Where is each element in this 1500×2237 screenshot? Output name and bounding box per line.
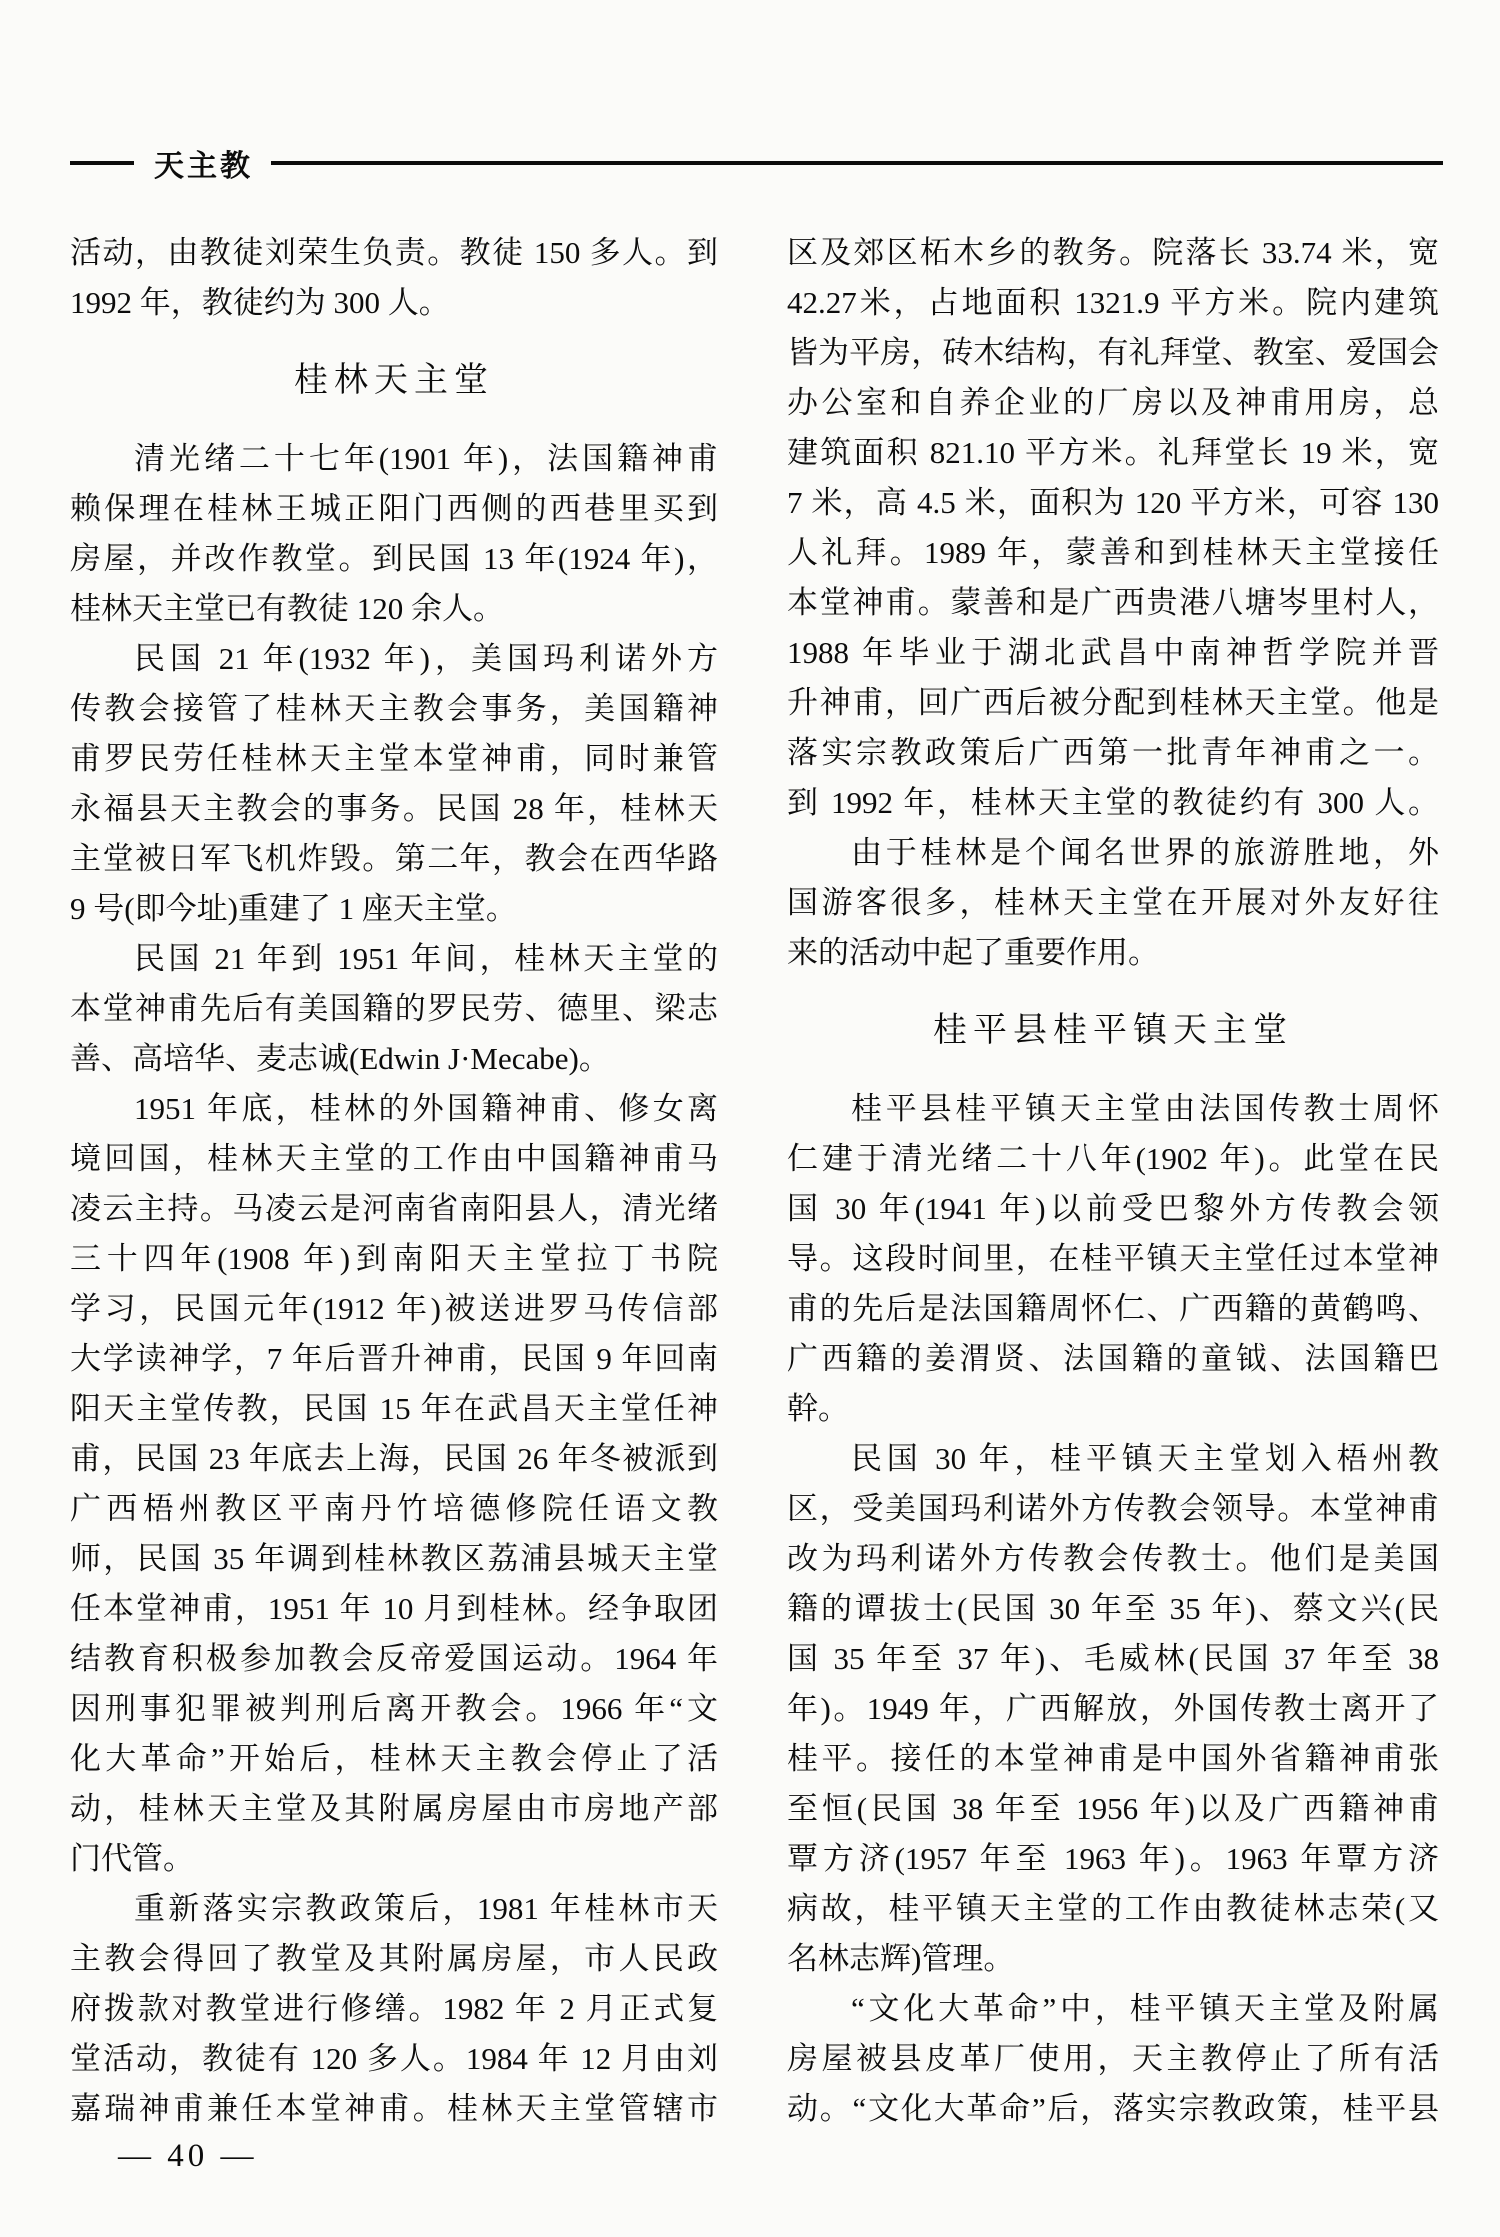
text-line: 改为玛利诺外方传教会传教士。他们是美国 xyxy=(787,1541,1439,1576)
text-line: 年)。1949 年，广西解放，外国传教士离开了 xyxy=(787,1691,1439,1726)
text-line: 传教会接管了桂林天主教会事务，美国籍神 xyxy=(70,691,718,726)
page-number: — 40 — xyxy=(118,2138,258,2174)
text-line: 民国 30 年，桂平镇天主堂划入梧州教 xyxy=(851,1441,1439,1476)
text-line: 至恒(民国 38 年至 1956 年)以及广西籍神甫 xyxy=(787,1791,1439,1826)
text-line: 广西籍的姜渭贤、法国籍的童钺、法国籍巴 xyxy=(787,1341,1439,1376)
text-line: 堂活动，教徒有 120 多人。1984 年 12 月由刘 xyxy=(70,2041,718,2076)
text-line: 升神甫，回广西后被分配到桂林天主堂。他是 xyxy=(787,685,1439,720)
text-line: 国 35 年至 37 年)、毛威林(民国 37 年至 38 xyxy=(787,1641,1439,1676)
text-line: 1988 年毕业于湖北武昌中南神哲学院并晋 xyxy=(787,635,1439,670)
section-heading: 桂平县桂平镇天主堂 xyxy=(933,1012,1293,1049)
header-rule-left xyxy=(70,161,134,165)
text-line: 房屋被县皮革厂使用，天主教停止了所有活 xyxy=(787,2041,1439,2076)
right-text-column xyxy=(787,228,1439,2134)
text-line: 人礼拜。1989 年，蒙善和到桂林天主堂接任 xyxy=(787,535,1439,570)
text-line: 师，民国 35 年调到桂林教区荔浦县城天主堂 xyxy=(70,1541,718,1576)
text-line: 国 30 年(1941 年)以前受巴黎外方传教会领 xyxy=(787,1191,1439,1226)
text-line: 因刑事犯罪被判刑后离开教会。1966 年“文 xyxy=(70,1691,718,1726)
text-line: 甫，民国 23 年底去上海，民国 26 年冬被派到 xyxy=(70,1441,718,1476)
text-line: 民国 21 年到 1951 年间，桂林天主堂的 xyxy=(134,941,718,976)
text-line: 皆为平房，砖木结构，有礼拜堂、教室、爱国会 xyxy=(787,335,1439,370)
text-line: 结教育积极参加教会反帝爱国运动。1964 年 xyxy=(70,1641,718,1676)
text-line: 籍的谭拔士(民国 30 年至 35 年)、蔡文兴(民 xyxy=(787,1591,1439,1626)
text-line: 桂平。接任的本堂神甫是中国外省籍神甫张 xyxy=(787,1741,1439,1776)
text-line: 永福县天主教会的事务。民国 28 年，桂林天 xyxy=(70,791,718,826)
left-text-column xyxy=(70,228,718,2134)
text-line: 9 号(即今址)重建了 1 座天主堂。 xyxy=(70,891,517,926)
text-line: 主教会得回了教堂及其附属房屋，市人民政 xyxy=(70,1941,718,1976)
text-line: 善、高培华、麦志诚(Edwin J·Mecabe)。 xyxy=(70,1041,610,1076)
text-line: “文化大革命”中，桂平镇天主堂及附属 xyxy=(851,1991,1439,2026)
text-line: 学习，民国元年(1912 年)被送进罗马传信部 xyxy=(70,1291,718,1326)
text-line: 重新落实宗教政策后，1981 年桂林市天 xyxy=(134,1891,718,1926)
text-line: 来的活动中起了重要作用。 xyxy=(787,935,1159,970)
text-line: 42.27米，占地面积 1321.9 平方米。院内建筑 xyxy=(787,285,1439,320)
text-line: 清光绪二十七年(1901 年)，法国籍神甫 xyxy=(134,441,718,476)
text-line: 任本堂神甫，1951 年 10 月到桂林。经争取团 xyxy=(70,1591,718,1626)
text-line: 活动，由教徒刘荣生负责。教徒 150 多人。到 xyxy=(70,235,718,270)
section-heading: 桂林天主堂 xyxy=(294,362,494,399)
text-line: 房屋，并改作教堂。到民国 13 年(1924 年)， xyxy=(70,541,718,576)
text-line: 广西梧州教区平南丹竹培德修院任语文教 xyxy=(70,1491,718,1526)
text-line: 名林志辉)管理。 xyxy=(787,1941,1015,1976)
text-line: 病故，桂平镇天主堂的工作由教徒林志荣(又 xyxy=(787,1891,1439,1926)
text-line: 仁建于清光绪二十八年(1902 年)。此堂在民 xyxy=(787,1141,1439,1176)
text-line: 幹。 xyxy=(787,1391,849,1426)
text-line: 桂林天主堂已有教徒 120 余人。 xyxy=(70,591,504,626)
text-line: 本堂神甫先后有美国籍的罗民劳、德里、梁志 xyxy=(70,991,718,1026)
text-line: 主堂被日军飞机炸毁。第二年，教会在西华路 xyxy=(70,841,718,876)
text-line: 落实宗教政策后广西第一批青年神甫之一。 xyxy=(787,735,1439,770)
header-rule-right xyxy=(271,161,1443,165)
text-line: 覃方济(1957 年至 1963 年)。1963 年覃方济 xyxy=(787,1841,1439,1876)
text-line: 导。这段时间里，在桂平镇天主堂任过本堂神 xyxy=(787,1241,1439,1276)
text-line: 嘉瑞神甫兼任本堂神甫。桂林天主堂管辖市 xyxy=(70,2091,718,2126)
running-head xyxy=(70,142,1443,184)
text-line: 甫罗民劳任桂林天主堂本堂神甫，同时兼管 xyxy=(70,741,718,776)
text-line: 动。“文化大革命”后，落实宗教政策，桂平县 xyxy=(787,2091,1439,2126)
text-line: 由于桂林是个闻名世界的旅游胜地，外 xyxy=(851,835,1439,870)
text-line: 赖保理在桂林王城正阳门西侧的西巷里买到 xyxy=(70,491,718,526)
text-line: 本堂神甫。蒙善和是广西贵港八塘岑里村人， xyxy=(787,585,1439,620)
text-line: 三十四年(1908 年)到南阳天主堂拉丁书院 xyxy=(70,1241,718,1276)
text-line: 民国 21 年(1932 年)，美国玛利诺外方 xyxy=(134,641,718,676)
header-title: 天主教 xyxy=(154,150,253,183)
text-line: 区，受美国玛利诺外方传教会领导。本堂神甫 xyxy=(787,1491,1439,1526)
text-line: 区及郊区柘木乡的教务。院落长 33.74 米，宽 xyxy=(787,235,1439,270)
text-line: 建筑面积 821.10 平方米。礼拜堂长 19 米，宽 xyxy=(787,435,1439,470)
text-line: 桂平县桂平镇天主堂由法国传教士周怀 xyxy=(851,1091,1439,1126)
text-line: 大学读神学，7 年后晋升神甫，民国 9 年回南 xyxy=(70,1341,718,1376)
text-line: 凌云主持。马凌云是河南省南阳县人，清光绪 xyxy=(70,1191,718,1226)
text-line: 动，桂林天主堂及其附属房屋由市房地产部 xyxy=(70,1791,718,1826)
text-line: 府拨款对教堂进行修缮。1982 年 2 月正式复 xyxy=(70,1991,718,2026)
text-line: 1992 年，教徒约为 300 人。 xyxy=(70,285,450,320)
text-line: 门代管。 xyxy=(70,1841,194,1876)
text-line: 境回国，桂林天主堂的工作由中国籍神甫马 xyxy=(70,1141,718,1176)
text-line: 办公室和自养企业的厂房以及神甫用房，总 xyxy=(787,385,1439,420)
text-line: 甫的先后是法国籍周怀仁、广西籍的黄鹤鸣、 xyxy=(787,1291,1439,1326)
text-line: 化大革命”开始后，桂林天主教会停止了活 xyxy=(70,1741,718,1776)
text-line: 阳天主堂传教，民国 15 年在武昌天主堂任神 xyxy=(70,1391,718,1426)
text-line: 到 1992 年，桂林天主堂的教徒约有 300 人。 xyxy=(787,785,1439,820)
text-line: 国游客很多，桂林天主堂在开展对外友好往 xyxy=(787,885,1439,920)
text-line: 1951 年底，桂林的外国籍神甫、修女离 xyxy=(134,1091,718,1126)
text-line: 7 米，高 4.5 米，面积为 120 平方米，可容 130 xyxy=(787,485,1439,520)
